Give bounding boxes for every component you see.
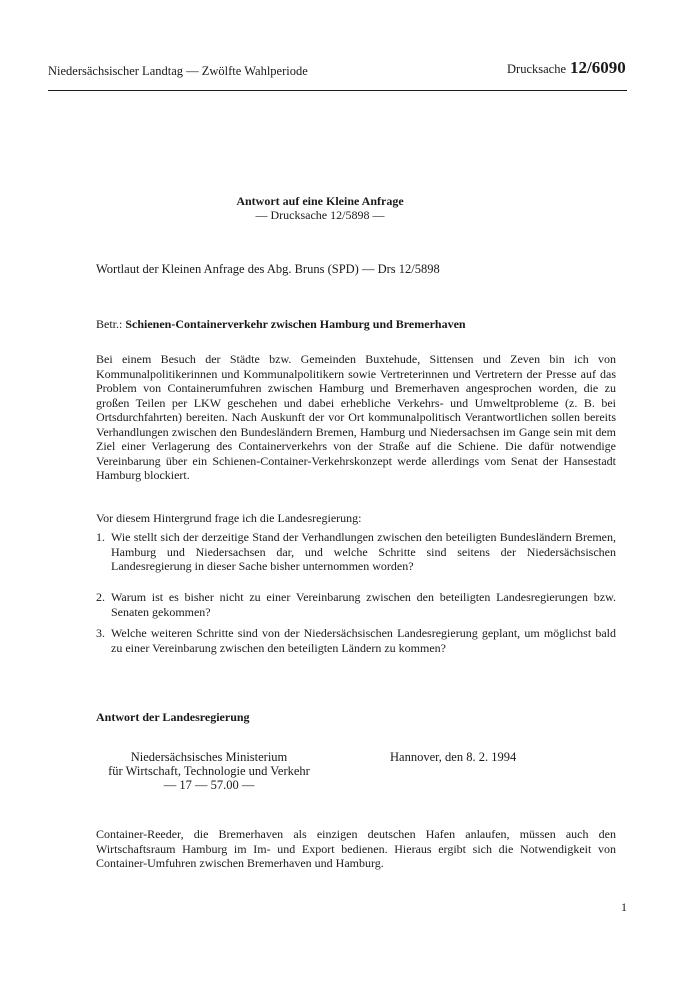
ministry-block: [96, 750, 322, 792]
header-drucksache: [507, 58, 626, 78]
header-parliament: Niedersächsischer Landtag — Zwölfte Wahlperiode: [48, 64, 308, 78]
question-number: 3.: [96, 626, 105, 640]
answer-date: Hannover, den 8. 2. 1994: [390, 750, 517, 764]
page-number: 1: [621, 900, 627, 914]
subject-text: Schienen-Containerverkehr zwischen Hamburg und Bremerhaven: [125, 317, 466, 331]
ministry-reference: — 17 — 57.00 —: [163, 778, 255, 792]
document-subtitle: — Drucksache 12/5898 —: [255, 208, 385, 222]
question-text: Wie stellt sich der derzeitige Stand der Verhandlungen zwischen den beteiligten Bundesländern Bremen, Hamburg und Niedersachsen dar, und welche Schritte sind seitens der Niedersächsischen Landesregierung in dieser Sache bisher unternommen worden?: [111, 530, 616, 573]
intro-paragraph: Bei einem Besuch der Städte bzw. Gemeinden Buxtehude, Sittensen und Zeven bin ich von Kommunalpolitikerinnen und Kommunalpolitikern sowie Vertreterinnen und Vertretern der Presse auf das Problem von Containerumfuhren zwischen Hamburg und Bremerhaven angesprochen worden, die zu großen Teilen per LKW geschehen und dabei erhebliche Verkehrs- und Umweltprobleme (z. B. bei Ortsdurchfahrten) bereiten. Nach Auskunft der vor Ort kommunalpolitisch Verantwortlichen sollen bereits Verhandlungen zwischen den Bundesländern Bremen, Hamburg und Niedersachsen im Gange sein mit dem Ziel einer Verlagerung des Containerverkehrs von der Straße auf die Schiene. Die dafür notwendige Vereinbarung über ein Schienen-Container-Verkehrskonzept werde allerdings vom Senat der Hansestadt Hamburg blockiert.: [96, 352, 616, 482]
question-text: Welche weiteren Schritte sind von der Niedersächsischen Landesregierung geplant, um möglichst bald zu einer Vereinbarung zwischen den beteiligten Ländern zu kommen?: [111, 626, 616, 655]
question-number: 1.: [96, 530, 105, 544]
ministry-department: für Wirtschaft, Technologie und Verkehr: [108, 764, 310, 778]
drucksache-number: 12/6090: [570, 58, 626, 77]
ministry-name: Niedersächsisches Ministerium: [130, 750, 288, 764]
wortlaut-line: Wortlaut der Kleinen Anfrage des Abg. Bruns (SPD) — Drs 12/5898: [96, 262, 440, 276]
answer-heading: Antwort der Landesregierung: [96, 710, 250, 724]
question-lead: Vor diesem Hintergrund frage ich die Landesregierung:: [96, 511, 362, 525]
drucksache-label: Drucksache: [507, 62, 566, 76]
question-number: 2.: [96, 590, 105, 604]
document-title: Antwort auf eine Kleine Anfrage: [236, 194, 404, 208]
subject-label: Betr.:: [96, 317, 123, 331]
subject-line: [96, 317, 466, 332]
header-rule: [48, 90, 627, 91]
answer-paragraph: Container-Reeder, die Bremerhaven als einzigen deutschen Hafen anlaufen, müssen auch den Wirtschaftsraum Hamburg im Im- und Export bedienen. Hieraus ergibt sich die Notwendigkeit von Container-Umfuhren zwischen Bremerhaven und Hamburg.: [96, 827, 616, 870]
question-text: Warum ist es bisher nicht zu einer Vereinbarung zwischen den beteiligten Landesregierungen bzw. Senaten gekommen?: [111, 590, 616, 619]
